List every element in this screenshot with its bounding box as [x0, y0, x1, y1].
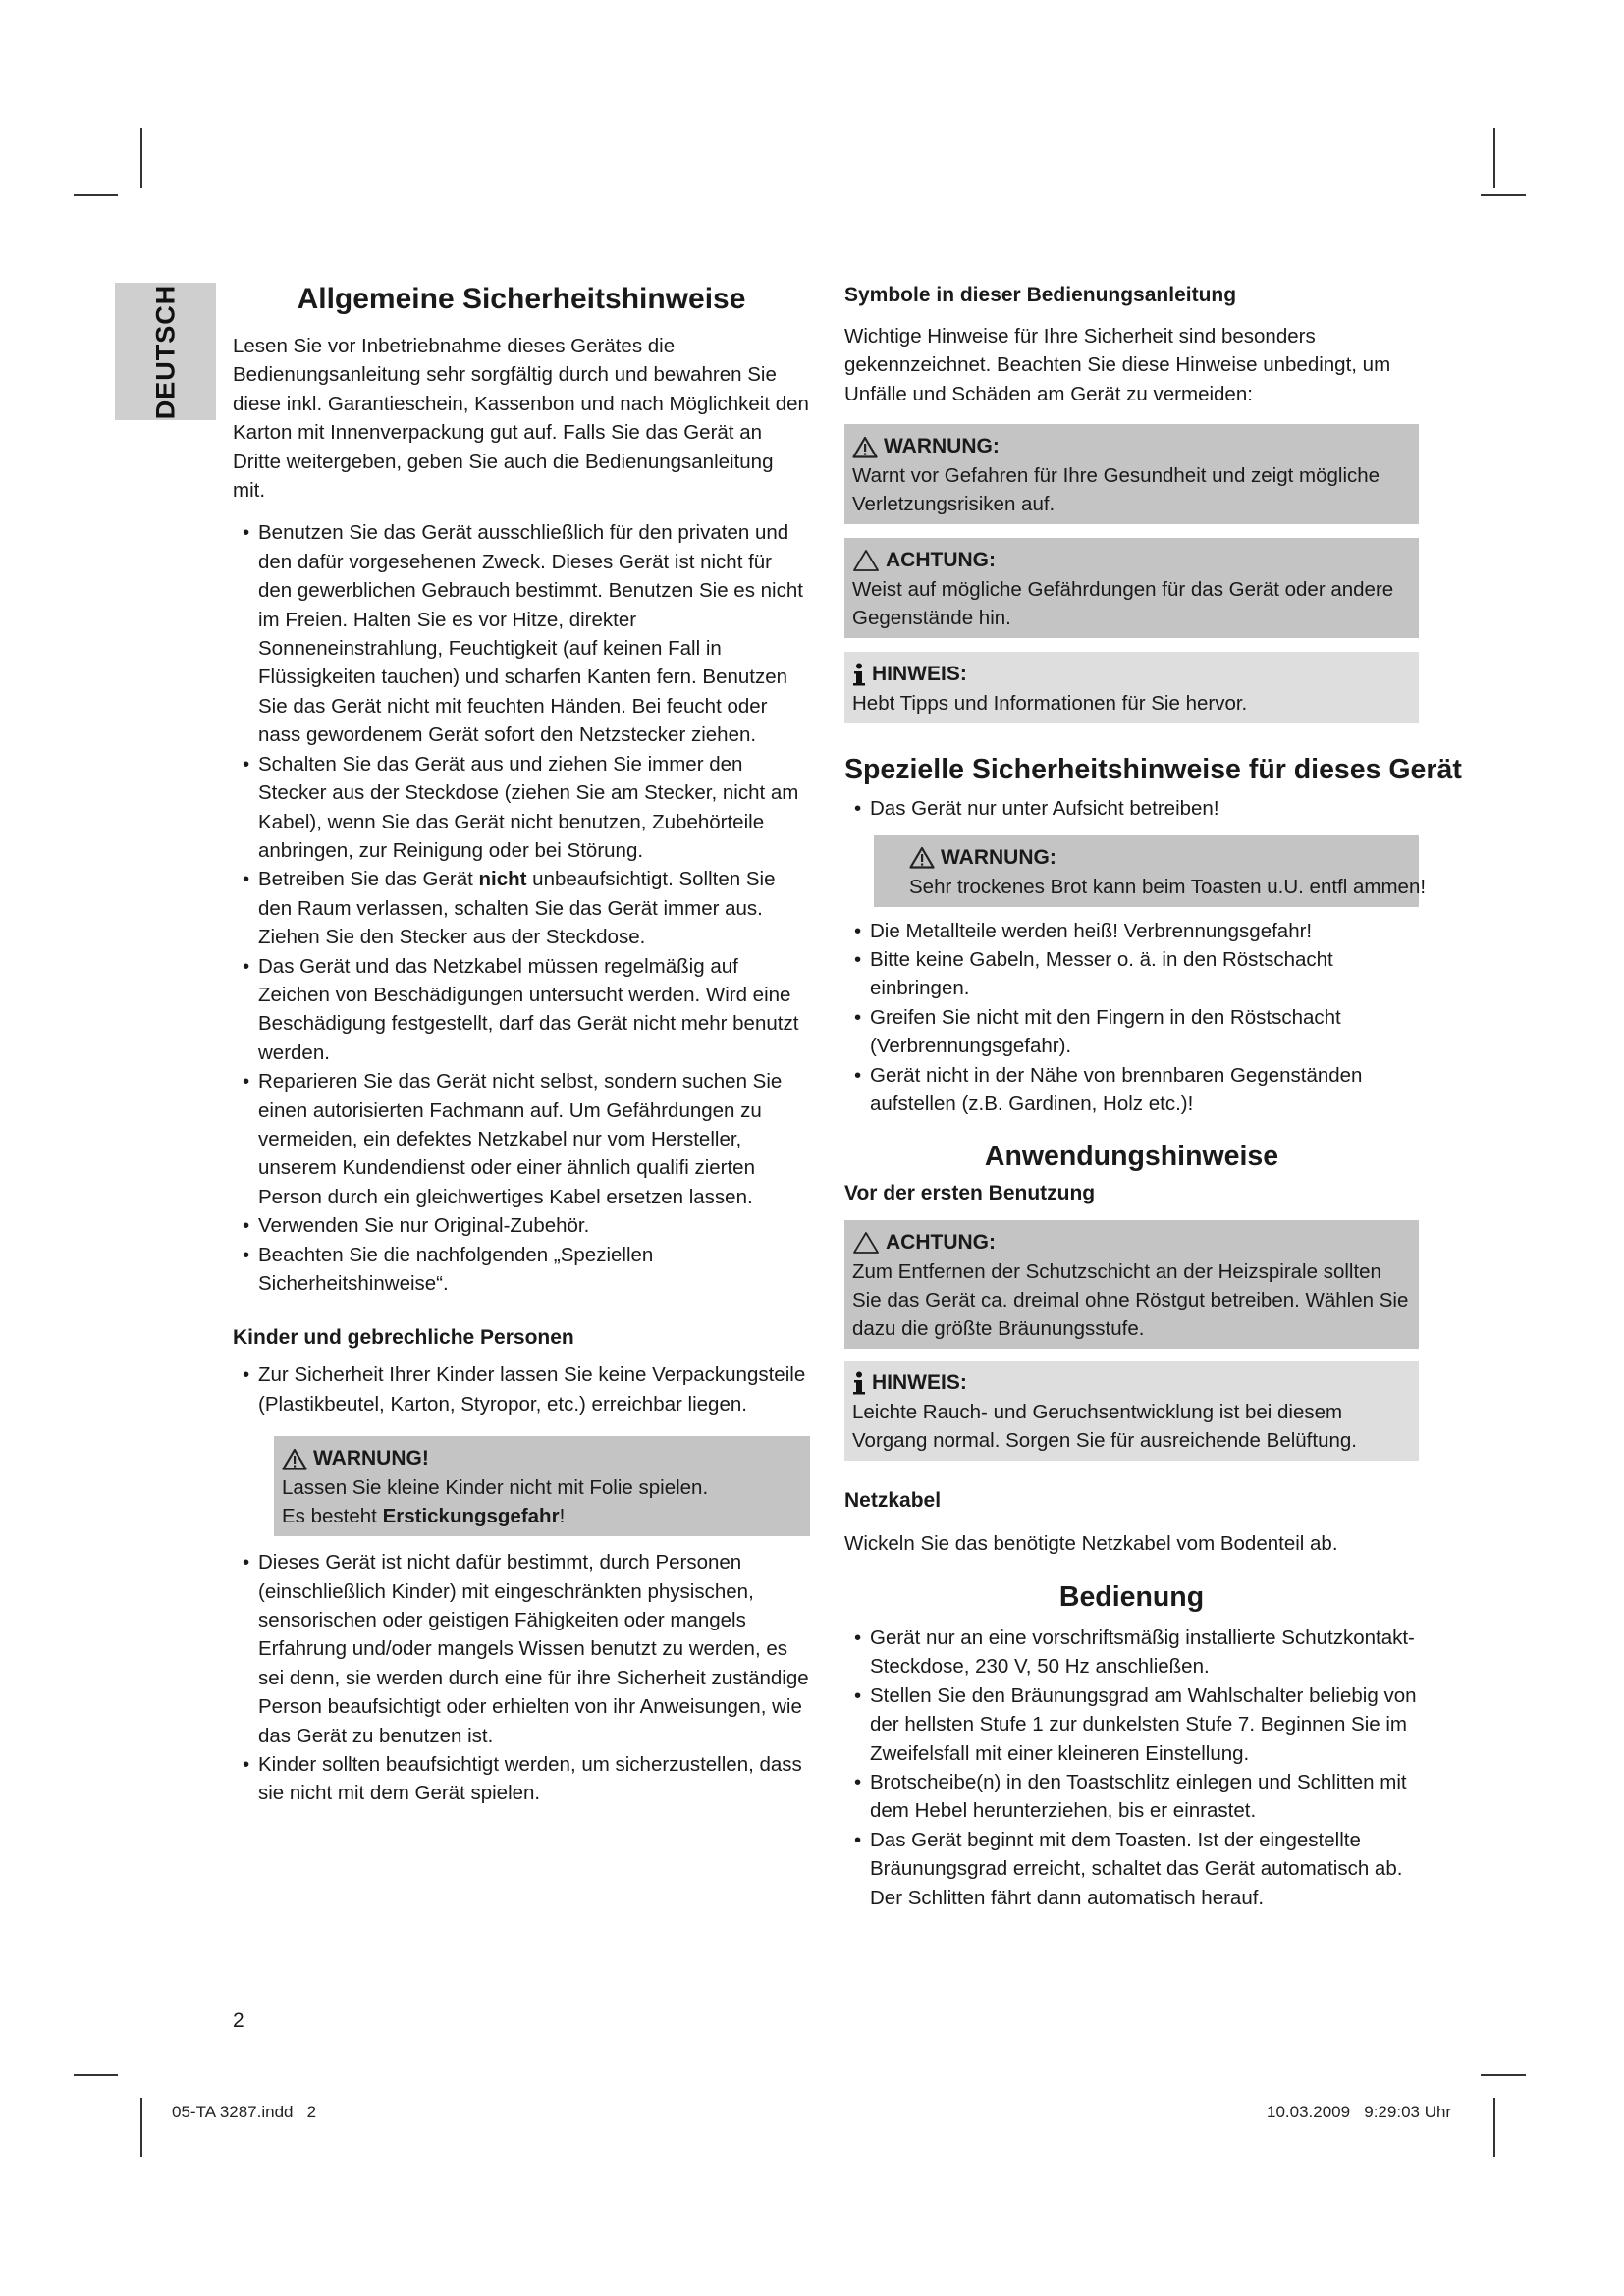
crop-mark: [74, 194, 118, 196]
spezielle-list-1: [844, 794, 1419, 823]
legend-box-title: HINWEIS:: [872, 663, 967, 686]
footer-timestamp: 10.03.2009 9:29:03 Uhr: [1267, 2103, 1452, 2121]
legend-box-achtung: [844, 538, 1419, 638]
left-column: [233, 281, 810, 1808]
list-item: • Reparieren Sie das Gerät nicht selbst, sondern suchen Sie einen autorisierten Fachmann auf. Um Gefährdungen zu vermeiden, ein defektes Netzkabel nur vom Hersteller, unserem Kundendienst oder einer ähnlich qualifi zierten Person durch ein gleichwertiges Kabel ersetzen lassen.: [233, 1067, 810, 1211]
language-tab-label: DEUTSCH: [150, 284, 181, 419]
hint-box-title-row: [852, 1368, 1411, 1398]
right-column: [844, 281, 1462, 1912]
list-item: • Zur Sicherheit Ihrer Kinder lassen Sie keine Verpackungsteile (Plastikbeutel, Karton, Styropor, etc.) erreichbar liegen.: [233, 1361, 810, 1418]
warning-box-title-row: [282, 1444, 802, 1473]
heading-vor-der-ersten-benutzung: Vor der ersten Benutzung: [844, 1182, 1096, 1205]
list-item: • Greifen Sie nicht mit den Fingern in den Röstschacht (Verbrennungsgefahr).: [844, 1003, 1419, 1061]
hint-box-title: HINWEIS:: [872, 1371, 967, 1395]
caution-box-text: Zum Entfernen der Schutzschicht an der Heizspirale sollten Sie das Gerät ca. dreimal ohne Röstgut betreiben. Wählen Sie dazu die größte Bräunungsstufe.: [852, 1260, 1409, 1341]
warning-box-bold: Erstickungsgefahr: [382, 1505, 560, 1528]
crop-mark: [1481, 2074, 1526, 2076]
warning-box-erstickung: [274, 1436, 810, 1536]
list-item: • Beachten Sie die nachfolgenden „Speziellen Sicherheitshinweise“.: [233, 1241, 810, 1299]
legend-box-warnung: [844, 424, 1419, 524]
heading-spezielle: Spezielle Sicherheitshinweise für dieses Gerät: [844, 754, 1462, 786]
heading-bedienung: Bedienung: [1058, 1580, 1205, 1613]
language-tab: [115, 283, 216, 420]
crop-mark: [1481, 194, 1526, 196]
legend-box-title-row: [852, 432, 1411, 461]
heading-netzkabel: Netzkabel: [844, 1489, 942, 1513]
list-item-text: unbeaufsichtigt. Sollten Sie den Raum verlassen, schalten Sie das Gerät immer aus. Ziehen Sie den Stecker aus der Steckdose.: [258, 868, 776, 949]
page-number: 2: [233, 2009, 244, 2032]
warning-triangle-icon: [909, 846, 935, 869]
symbols-intro: Wichtige Hinweise für Ihre Sicherheit sind besonders gekennzeichnet. Beachten Sie diese Hinweise unbedingt, um Unfälle und Schäden am Gerät zu vermeiden:: [844, 325, 1391, 405]
legend-box-title-row: [852, 660, 1411, 689]
bedienung-list: [844, 1624, 1419, 1912]
caution-box-schutzschicht: [844, 1220, 1419, 1349]
list-item: • Die Metallteile werden heiß! Verbrennungsgefahr!: [844, 917, 1419, 945]
list-item: • Bitte keine Gabeln, Messer o. ä. in den Röstschacht einbringen.: [844, 945, 1419, 1003]
kinder-list: [233, 1361, 810, 1418]
intro-paragraph: Lesen Sie vor Inbetriebnahme dieses Gerätes die Bedienungsanleitung sehr sorgfältig durch und bewahren Sie diese inkl. Garantieschein, Kassenbon und nach Möglichkeit den Karton mit Innenverpackung gut auf. Falls Sie das Gerät an Dritte weitergeben, geben Sie auch die Bedienungsanleitung mit.: [233, 335, 809, 503]
legend-box-text: Warnt vor Gefahren für Ihre Gesundheit und zeigt mögliche Verletzungsrisiken auf.: [852, 464, 1380, 516]
kinder-list-2: [233, 1548, 810, 1808]
warning-box-title: WARNUNG:: [941, 845, 1056, 869]
warning-box-text: !: [559, 1505, 566, 1528]
crop-mark: [1493, 2098, 1495, 2157]
list-item-text: Betreiben Sie das Gerät: [258, 868, 479, 891]
list-item: • Das Gerät und das Netzkabel müssen regelmäßig auf Zeichen von Beschädigungen untersucht werden. Wird eine Beschädigung festgestellt, darf das Gerät nicht mehr benutzt werden.: [233, 952, 810, 1068]
caution-box-title-row: [852, 1228, 1411, 1257]
legend-box-title-row: [852, 546, 1411, 575]
caution-box-title: ACHTUNG:: [886, 1231, 996, 1255]
list-item: • Verwenden Sie nur Original-Zubehör.: [233, 1211, 810, 1240]
info-icon: [852, 1371, 866, 1395]
spezielle-list-2: [844, 917, 1419, 1119]
list-item: • Das Gerät nur unter Aufsicht betreiben!: [844, 794, 1419, 823]
list-item: • Brotscheibe(n) in den Toastschlitz einlegen und Schlitten mit dem Hebel herunterziehen, bis er einrastet.: [844, 1768, 1419, 1826]
caution-triangle-icon: [852, 549, 880, 572]
safety-list: [233, 518, 810, 1298]
list-item: • Das Gerät beginnt mit dem Toasten. Ist der eingestellte Bräunungsgrad erreicht, schaltet das Gerät automatisch ab. Der Schlitten fährt dann automatisch herauf.: [844, 1826, 1419, 1912]
caution-triangle-icon: [852, 1231, 880, 1255]
crop-mark: [140, 128, 142, 188]
crop-mark: [74, 2074, 118, 2076]
list-item: • Dieses Gerät ist nicht dafür bestimmt, durch Personen (einschließlich Kinder) mit eingeschränkten physischen, sensorischen oder geistigen Fähigkeiten oder mangels Erfahrung und/oder mangels Wissen benutzt zu werden, es sei denn, sie werden durch eine für ihre Sicherheit zuständige Person beaufsichtigt oder erhielten von ihr Anweisungen, wie das Gerät zu benutzen ist.: [233, 1548, 810, 1750]
info-icon: [852, 663, 866, 686]
list-item: • Stellen Sie den Bräunungsgrad am Wahlschalter beliebig von der hellsten Stufe 1 zur dunkelsten Stufe 7. Beginnen Sie im Zweifelsfall mit einer kleineren Einstellung.: [844, 1682, 1419, 1768]
list-item: • Benutzen Sie das Gerät ausschließlich für den privaten und den dafür vorgesehenen Zweck. Dieses Gerät ist nicht für den gewerblichen Gebrauch bestimmt. Benutzen Sie es nicht im Freien. Halten Sie es vor Hitze, direkter Sonneneinstrahlung, Feuchtigkeit (auf keinen Fall in Flüssigkeiten tauchen) und scharfen Kanten fern. Benutzen Sie das Gerät nicht mit feuchten Händen. Bei feucht oder nass gewordenem Gerät sofort den Netzstecker ziehen.: [233, 518, 810, 749]
legend-box-title: ACHTUNG:: [886, 549, 996, 572]
legend-box-title: WARNUNG:: [884, 435, 1000, 458]
warning-box-title-row: [882, 843, 1411, 873]
heading-allgemeine-sicherheitshinweise: Allgemeine Sicherheitshinweise: [297, 283, 746, 315]
warning-triangle-icon: [282, 1448, 307, 1470]
list-item: [233, 865, 810, 951]
warning-box-text: Es besteht: [282, 1505, 383, 1528]
warning-box-line: Lassen Sie kleine Kinder nicht mit Folie spielen.: [282, 1476, 709, 1500]
list-item: • Kinder sollten beaufsichtigt werden, um sicherzustellen, dass sie nicht mit dem Gerät spielen.: [233, 1750, 810, 1808]
legend-box-text: Weist auf mögliche Gefährdungen für das Gerät oder andere Gegenstände hin.: [852, 578, 1394, 630]
heading-kinder: Kinder und gebrechliche Personen: [233, 1326, 574, 1350]
list-item: • Gerät nur an eine vorschriftsmäßig installierte Schutzkontakt-Steckdose, 230 V, 50 Hz anschließen.: [844, 1624, 1419, 1682]
hint-box-rauch: [844, 1361, 1419, 1461]
warning-box-line: [282, 1502, 802, 1530]
heading-symbole: Symbole in dieser Bedienungsanleitung: [844, 284, 1237, 306]
list-item-bold: nicht: [478, 868, 527, 891]
list-item: • Schalten Sie das Gerät aus und ziehen Sie immer den Stecker aus der Steckdose (ziehen Sie am Stecker, nicht am Kabel), wenn Sie das Gerät nicht benutzen, Zubehörteile anbringen, zur Reinigung oder bei Störung.: [233, 750, 810, 866]
hint-box-text: Leichte Rauch- und Geruchsentwicklung ist bei diesem Vorgang normal. Sorgen Sie für ausreichende Belüftung.: [852, 1401, 1357, 1453]
warning-box-entflammen: [874, 835, 1427, 907]
footer-file-info: 05-TA 3287.indd 2: [172, 2103, 317, 2121]
legend-box-text: Hebt Tipps und Informationen für Sie hervor.: [852, 692, 1248, 716]
crop-mark: [1493, 128, 1495, 188]
legend-box-hinweis: [844, 652, 1419, 723]
netzkabel-text: Wickeln Sie das benötigte Netzkabel vom Bodenteil ab.: [844, 1532, 1338, 1556]
warning-box-title: WARNUNG!: [313, 1447, 429, 1470]
list-item: • Gerät nicht in der Nähe von brennbaren Gegenständen aufstellen (z.B. Gardinen, Holz etc.)!: [844, 1061, 1419, 1119]
crop-mark: [140, 2098, 142, 2157]
warning-triangle-icon: [852, 436, 878, 458]
heading-anwendungshinweise: Anwendungshinweise: [984, 1141, 1279, 1173]
warning-box-text: Sehr trockenes Brot kann beim Toasten u.U. entfl ammen!: [909, 875, 1427, 898]
